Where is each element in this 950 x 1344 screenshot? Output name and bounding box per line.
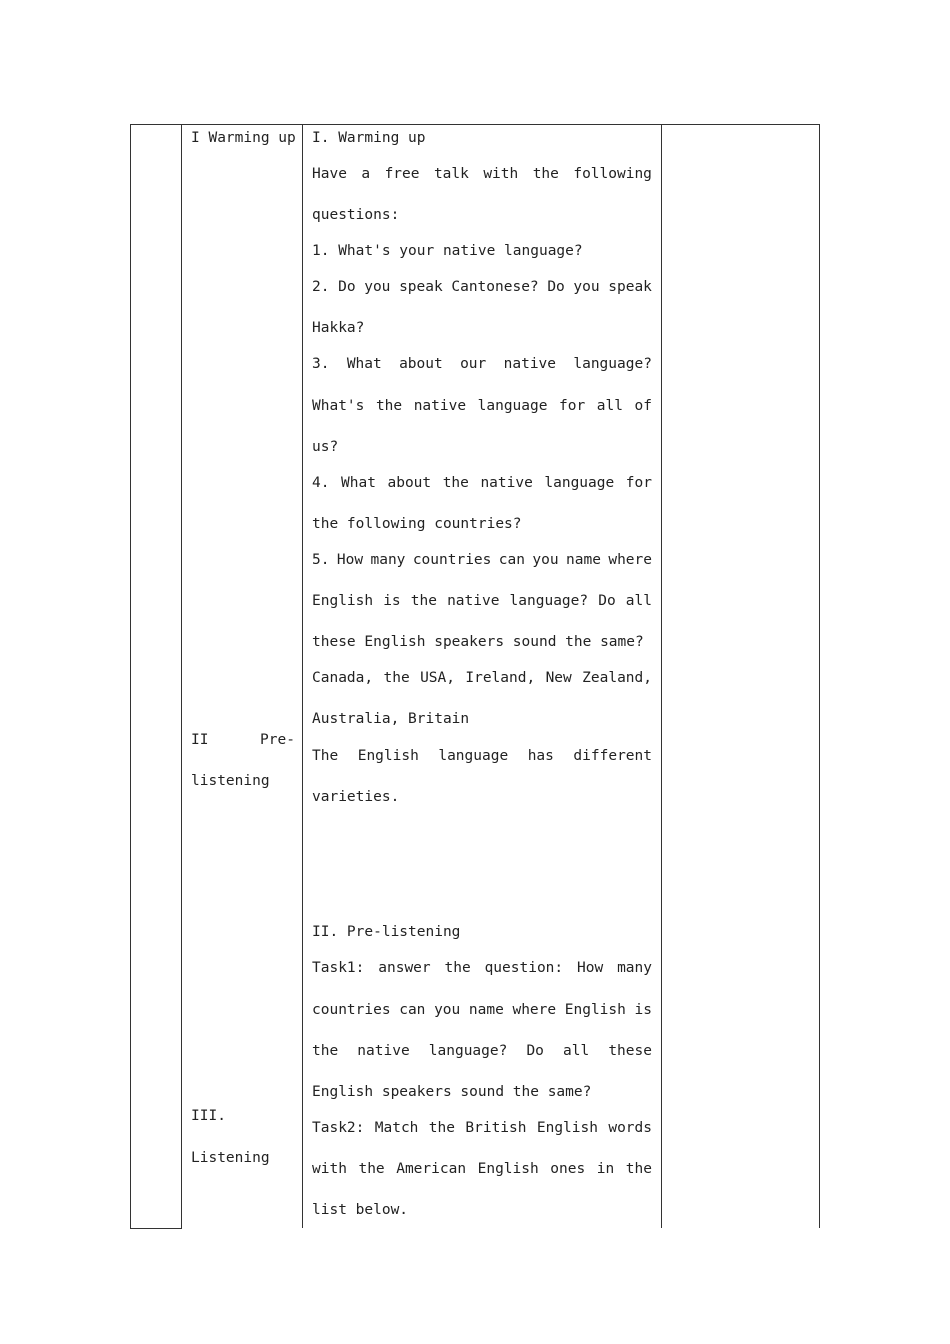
countries-line-2: Australia, Britain	[312, 711, 470, 727]
word: Do	[526, 1043, 544, 1059]
question-2-line-1	[312, 278, 652, 296]
word: USA,	[420, 670, 455, 686]
word: the	[428, 1120, 455, 1136]
word: language?	[573, 356, 652, 372]
word: native	[503, 356, 557, 372]
word: language?	[509, 593, 589, 609]
varieties-line-2: varieties.	[312, 789, 400, 805]
question-4-line-1	[312, 474, 652, 492]
word: Do	[598, 593, 616, 609]
word: the	[375, 398, 403, 414]
word: the	[358, 1161, 385, 1177]
word: talk	[433, 166, 469, 182]
word: ones	[550, 1161, 586, 1177]
question-4-line-2: the following countries?	[312, 516, 522, 532]
word: Do	[547, 279, 565, 295]
word: The	[312, 748, 339, 764]
word: the	[410, 593, 437, 609]
word: about	[399, 356, 443, 372]
word: the	[312, 1043, 339, 1059]
word: language	[544, 475, 615, 491]
word: can	[498, 552, 525, 568]
countries-line-1	[312, 669, 652, 687]
word: English	[536, 1120, 598, 1136]
question-1: 1. What's your native language?	[312, 243, 583, 259]
word: free	[384, 166, 420, 182]
word: different	[573, 748, 652, 764]
word: Task2:	[312, 1120, 365, 1136]
word: many	[617, 960, 652, 976]
word: New	[545, 670, 572, 686]
word: our	[460, 356, 487, 372]
word: the	[625, 1161, 652, 1177]
word: you	[573, 279, 600, 295]
word: How	[577, 960, 604, 976]
task-1-line-1	[312, 959, 652, 977]
section-pre-listening-title: II. Pre-listening	[312, 924, 461, 940]
word: countries	[312, 1002, 391, 1018]
word: Have	[312, 166, 347, 182]
word: the	[444, 960, 471, 976]
word: these	[608, 1043, 652, 1059]
question-5-line-1	[312, 551, 652, 569]
step-pre-listening-number: II	[191, 732, 209, 748]
word: What	[341, 475, 376, 491]
word: for	[559, 398, 586, 414]
word: 4.	[312, 475, 330, 491]
word: Zealand,	[582, 670, 652, 686]
step-listening-number: III.	[191, 1108, 226, 1124]
word: you	[364, 279, 391, 295]
word: English	[312, 593, 374, 609]
word: Do	[338, 279, 356, 295]
word: with	[312, 1161, 347, 1177]
table-bottom-border-first-col	[130, 1228, 182, 1229]
word: Match	[374, 1120, 419, 1136]
word: the	[442, 475, 469, 491]
word: about	[387, 475, 432, 491]
step-listening-label: Listening	[191, 1150, 270, 1166]
word: native	[413, 398, 467, 414]
word: Canada,	[312, 670, 374, 686]
step-pre-listening-prefix: Pre-	[260, 732, 295, 748]
question-3-line-1	[312, 355, 652, 373]
task-2-line-3: list below.	[312, 1202, 409, 1218]
table-border-col2	[302, 124, 303, 1228]
word: all	[625, 593, 652, 609]
word: countries	[412, 552, 492, 568]
word: for	[625, 475, 652, 491]
table-border-col3	[661, 124, 662, 1228]
word: language?	[428, 1043, 508, 1059]
task-1-line-3	[312, 1042, 652, 1060]
question-5-line-2	[312, 592, 652, 610]
word: answer	[378, 960, 431, 976]
word: in	[596, 1161, 615, 1177]
task-1-line-4: English speakers sound the same?	[312, 1084, 592, 1100]
question-3-line-3: us?	[312, 439, 339, 455]
step-pre-listening-suffix: listening	[191, 773, 270, 789]
step-warming-up: I Warming up	[191, 130, 296, 146]
word: speak	[608, 279, 652, 295]
word: language	[477, 398, 548, 414]
varieties-line-1	[312, 747, 652, 765]
word: is	[383, 593, 401, 609]
word: following	[573, 166, 652, 182]
word: is	[634, 1002, 652, 1018]
intro-line-2: questions:	[312, 207, 400, 223]
word: Cantonese?	[451, 279, 539, 295]
word: What's	[312, 398, 365, 414]
word: has	[527, 748, 554, 764]
task-2-line-1	[312, 1119, 652, 1137]
word: where	[608, 552, 652, 568]
word: What	[346, 356, 382, 372]
word: the	[532, 166, 559, 182]
word: the	[383, 670, 410, 686]
word: British	[465, 1120, 527, 1136]
word: you	[532, 552, 559, 568]
task-1-line-2	[312, 1001, 652, 1019]
word: question:	[484, 960, 564, 976]
word: Ireland,	[465, 670, 536, 686]
word: 5.	[312, 552, 330, 568]
word: native	[447, 593, 500, 609]
table-top-border	[130, 124, 820, 125]
word: of	[634, 398, 652, 414]
question-5-line-3: these English speakers sound the same?	[312, 634, 644, 650]
word: speak	[399, 279, 443, 295]
word: all	[596, 398, 623, 414]
table-border-col1	[181, 124, 182, 1229]
word: Task1:	[312, 960, 365, 976]
intro-line-1	[312, 165, 652, 183]
word: a	[361, 166, 371, 182]
word: English	[477, 1161, 539, 1177]
word: where	[512, 1002, 557, 1018]
word: with	[483, 166, 519, 182]
word: native	[357, 1043, 410, 1059]
task-2-line-2	[312, 1160, 652, 1178]
word: words	[608, 1120, 652, 1136]
word: you	[434, 1002, 461, 1018]
word: English	[564, 1002, 626, 1018]
word: 2.	[312, 279, 330, 295]
word: 3.	[312, 356, 330, 372]
word: English	[357, 748, 419, 764]
word: all	[563, 1043, 590, 1059]
word: name	[468, 1002, 504, 1018]
word: How	[336, 552, 364, 568]
table-border-left	[130, 124, 131, 1229]
word: many	[370, 552, 406, 568]
word: can	[399, 1002, 426, 1018]
word: American	[396, 1161, 467, 1177]
word: language	[438, 748, 509, 764]
table-border-right	[819, 124, 820, 1228]
word: native	[480, 475, 533, 491]
section-warming-up-title: I. Warming up	[312, 130, 426, 146]
question-3-line-2	[312, 397, 652, 415]
word: name	[566, 552, 601, 568]
question-2-line-2: Hakka?	[312, 320, 365, 336]
